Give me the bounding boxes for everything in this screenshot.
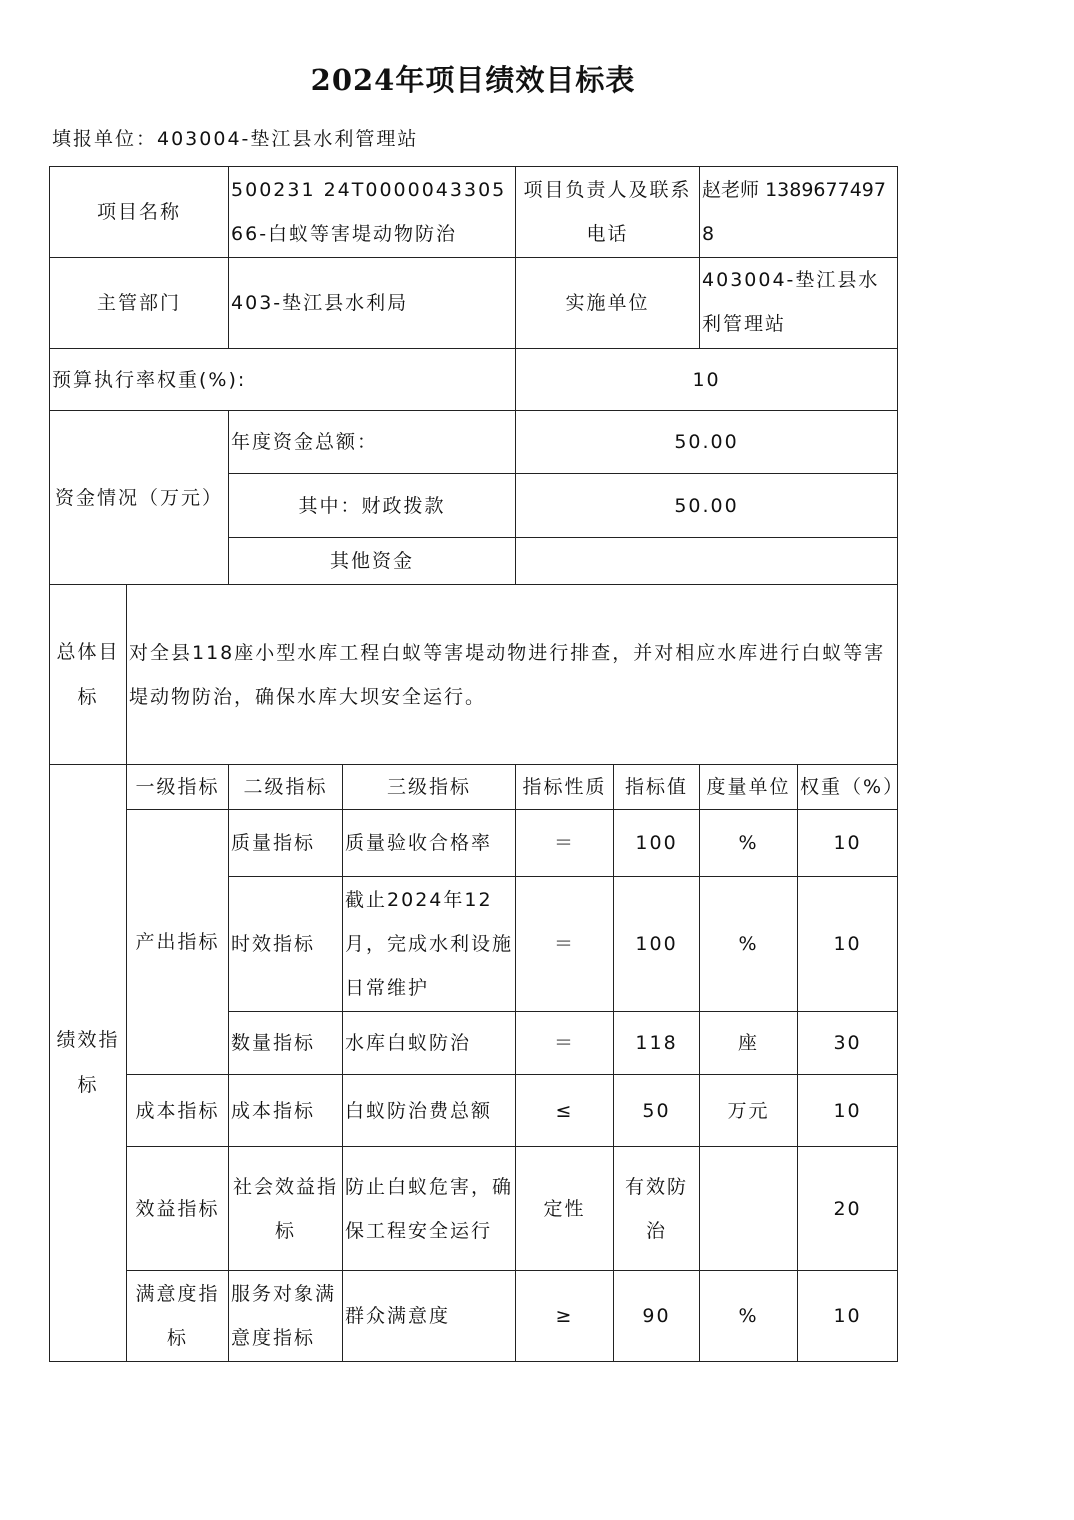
header-level2: 二级指标 [229,765,343,810]
indicators-section-label: 绩效指标 [50,765,127,1362]
unit-cell: 万元 [700,1075,798,1147]
goal-label: 总体目标 [50,585,127,765]
funds-other-label: 其他资金 [229,538,516,585]
level3-cell: 水库白蚁防治 [343,1012,516,1075]
funds-fiscal-value: 50.00 [516,474,898,538]
level2-cell: 社会效益指标 [229,1147,343,1271]
header-weight: 权重（%） [798,765,898,810]
value-cell: 118 [614,1012,700,1075]
level2-cell: 成本指标 [229,1075,343,1147]
level2-cell: 时效指标 [229,877,343,1012]
funds-other-value [516,538,898,585]
funds-label: 资金情况（万元） [50,411,229,585]
department-row [50,258,898,349]
level2-cell: 质量指标 [229,810,343,877]
goal-row [50,585,898,765]
indicator-header-row [50,765,898,810]
contact-label: 项目负责人及联系电话 [516,167,700,258]
nature-cell: ≤ [516,1075,614,1147]
unit-cell [700,1147,798,1271]
value-cell: 100 [614,810,700,877]
table-row [50,1075,898,1147]
project-name-row [50,167,898,258]
level2-cell: 服务对象满意度指标 [229,1271,343,1362]
budget-weight-value: 10 [516,349,898,411]
nature-cell: ＝ [516,877,614,1012]
page-title: 2024年项目绩效目标表 [310,63,636,97]
weight-cell: 20 [798,1147,898,1271]
level1-cell: 满意度指标 [127,1271,229,1362]
table-row [50,1147,898,1271]
header-level1: 一级指标 [127,765,229,810]
nature-cell: ≥ [516,1271,614,1362]
funds-fiscal-label: 其中：财政拨款 [229,474,516,538]
unit-cell: % [700,877,798,1012]
reporting-unit: 填报单位：403004-垫江县水利管理站 [52,128,419,150]
impl-unit-label: 实施单位 [516,258,700,349]
funds-total-value: 50.00 [516,411,898,474]
performance-table-wrapper [49,166,905,1362]
weight-cell: 10 [798,1271,898,1362]
value-cell: 90 [614,1271,700,1362]
performance-table [49,166,905,1362]
level1-cell: 成本指标 [127,1075,229,1147]
header-unit: 度量单位 [700,765,798,810]
impl-unit-value: 403004-垫江县水利管理站 [700,258,898,349]
level2-cell: 数量指标 [229,1012,343,1075]
level1-cell: 产出指标 [127,810,229,1075]
level3-cell: 白蚁防治费总额 [343,1075,516,1147]
nature-cell: ＝ [516,1012,614,1075]
dept-label: 主管部门 [50,258,229,349]
funds-total-row [50,411,898,474]
value-cell: 有效防治 [614,1147,700,1271]
header-value: 指标值 [614,765,700,810]
value-cell: 100 [614,877,700,1012]
funds-total-label: 年度资金总额： [229,411,516,474]
weight-cell: 10 [798,810,898,877]
unit-cell: % [700,1271,798,1362]
level3-cell: 质量验收合格率 [343,810,516,877]
header-nature: 指标性质 [516,765,614,810]
unit-cell: % [700,810,798,877]
table-row [50,810,898,877]
level1-cell: 效益指标 [127,1147,229,1271]
goal-text: 对全县118座小型水库工程白蚁等害堤动物进行排查，并对相应水库进行白蚁等害堤动物防治，确保水库大坝安全运行。 [127,585,898,765]
project-name-value: 500231 24T000004330566-白蚁等害堤动物防治 [229,167,516,258]
nature-cell: ＝ [516,810,614,877]
level3-cell: 防止白蚁危害，确保工程安全运行 [343,1147,516,1271]
unit-cell: 座 [700,1012,798,1075]
level3-cell: 截止2024年12月，完成水利设施日常维护 [343,877,516,1012]
budget-weight-label: 预算执行率权重(%): [50,349,516,411]
contact-value: 赵老师 13896774978 [700,167,898,258]
value-cell: 50 [614,1075,700,1147]
table-row [50,1271,898,1362]
weight-cell: 10 [798,1075,898,1147]
project-name-label: 项目名称 [50,167,229,258]
dept-value: 403-垫江县水利局 [229,258,516,349]
weight-cell: 30 [798,1012,898,1075]
level3-cell: 群众满意度 [343,1271,516,1362]
nature-cell: 定性 [516,1147,614,1271]
budget-weight-row [50,349,898,411]
header-level3: 三级指标 [343,765,516,810]
weight-cell: 10 [798,877,898,1012]
